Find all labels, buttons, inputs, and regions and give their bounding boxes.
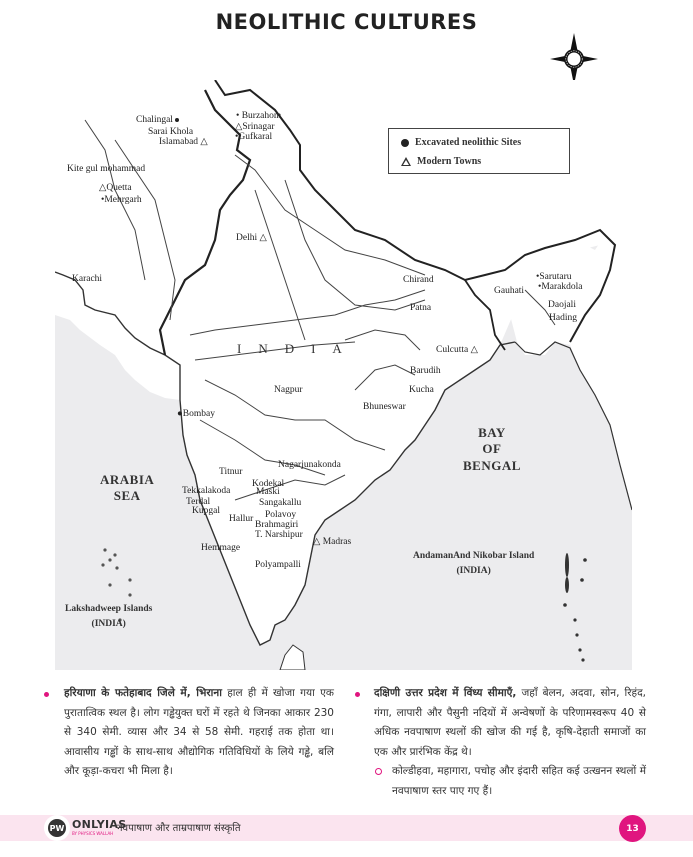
place-hemmage: Hemmage xyxy=(201,543,241,553)
place-patna: Patna xyxy=(410,303,432,313)
page-number: 13 xyxy=(619,815,646,842)
andaman-label: AndamanAnd Nikobar Island (INDIA) xyxy=(413,551,535,577)
pw-logo: PW xyxy=(44,815,70,841)
map-legend xyxy=(388,128,570,174)
place-sarutaru: •Sarutaru xyxy=(536,272,572,282)
page-title: NEOLITHIC CULTURES xyxy=(215,10,478,34)
place-chirand: Chirand xyxy=(403,275,434,285)
legend-excavated: Excavated neolithic Sites xyxy=(401,137,521,148)
place-quetta: △Quetta xyxy=(99,183,132,193)
place-gauhati: Gauhati xyxy=(494,286,525,296)
place-nagarjunakonda: Nagarjunakonda xyxy=(278,460,341,470)
place-kucha: Kucha xyxy=(409,385,434,395)
place-madras: △ Madras xyxy=(313,537,352,547)
place-maski: Maski xyxy=(256,487,280,497)
place-srinagar: △Srinagar xyxy=(235,122,275,132)
place-barudih: Barudih xyxy=(410,366,441,376)
place-culcutta: Culcutta △ xyxy=(436,345,478,355)
excavated-site-icon xyxy=(401,139,409,147)
legend-modern: Modern Towns xyxy=(401,156,481,167)
place-terdal: Terdal xyxy=(186,497,211,507)
place-kite-gul-mohammad: Kite gul mohammad xyxy=(67,164,146,174)
modern-town-icon xyxy=(401,157,411,166)
chapter-title: नवपाषाण और ताम्रपाषाण संस्कृति xyxy=(117,823,241,834)
place-delhi: Delhi △ xyxy=(236,233,267,243)
place-chalingal: Chalingal xyxy=(136,116,179,126)
sub-bullet-icon xyxy=(375,768,382,775)
compass-icon xyxy=(550,33,598,85)
place-sangakallu: Sangakallu xyxy=(259,498,302,508)
place-islamabad: Islamabad △ xyxy=(159,137,208,147)
paragraph-vindhya: दक्षिणी उत्तर प्रदेश में विंध्य सीमाएँ, जहाँ बेलन, अदवा, सोन, रिहंद, गंगा, लापारी और पैसुनी नदियों में अन्वेषणों के परिणामस्वरूप 40 से अधिक नवपाषाण स्थलों की खोज की गई है, कृषि-देहाती समाजों का एक और प्रारंभिक केंद्र थे। xyxy=(374,687,646,758)
place-daojali: Daojali xyxy=(548,300,576,310)
country-label: INDIA xyxy=(237,341,359,356)
paragraph-koldihwa: कोल्डीहवा, महागारा, पचोह और इंदारी सहित कई उत्खनन स्थलों में नवपाषाण स्तर पाए गए हैं। xyxy=(392,765,646,797)
place-mehrgarh: •Mehrgarh xyxy=(101,195,142,205)
place-sarai-khola: Sarai Khola xyxy=(148,127,194,137)
place-gufkaral: •Gufkaral xyxy=(235,132,273,142)
arabian-sea-label: ARABIA SEA xyxy=(100,472,155,504)
bullet-icon xyxy=(44,692,49,697)
place-kupgal: Kupgal xyxy=(192,506,220,516)
paragraph-bhirrana: हरियाणा के फतेहाबाद जिले में, भिराना हाल ही में खोजा गया एक पुरातात्विक स्थल है। लोग गड्ढेयुक्त घरों में रहते थे जिनका आकार 230 से 340 सेमी. व्यास और 34 से 58 सेमी. गहराई तक होता था। आवासीय गड्ढों के साथ-साथ औद्योगिक गतिविधियों के लिये गड्ढे, बलि और कूड़ा-कचरा भी मिला है। xyxy=(64,687,334,777)
lakshadweep-label: Lakshadweep Islands (INDIA) xyxy=(65,604,153,630)
place-t-narshipur: T. Narshipur xyxy=(255,530,303,540)
place-karachi: Karachi xyxy=(72,274,103,284)
place-titnur: Titnur xyxy=(219,467,243,477)
place-burzahom: • Burzahom xyxy=(236,111,282,121)
brand-subtitle: BY PHYSICS WALLAH xyxy=(72,831,114,836)
place-bhuneswar: Bhuneswar xyxy=(363,402,406,412)
place-brahmagiri: Brahmagiri xyxy=(255,520,299,530)
place-kodekal: Kodekal xyxy=(252,479,285,489)
place-tekkalakoda: Tekkalakoda xyxy=(182,486,231,496)
bullet-icon xyxy=(355,692,360,697)
place-polyampalli: Polyampalli xyxy=(255,560,301,570)
brand-name: ONLYIAS xyxy=(72,818,127,831)
bay-of-bengal-label: BAY OF BENGAL xyxy=(463,425,521,473)
place-nagpur: Nagpur xyxy=(274,385,303,395)
place-polavoy: Polavoy xyxy=(265,510,297,520)
place-marakdola: •Marakdola xyxy=(538,282,583,292)
site-marker-icon xyxy=(175,118,179,122)
place-bombay: ●Bombay xyxy=(177,409,215,419)
place-hading: Hading xyxy=(549,313,577,323)
place-hallur: Hallur xyxy=(229,514,254,524)
